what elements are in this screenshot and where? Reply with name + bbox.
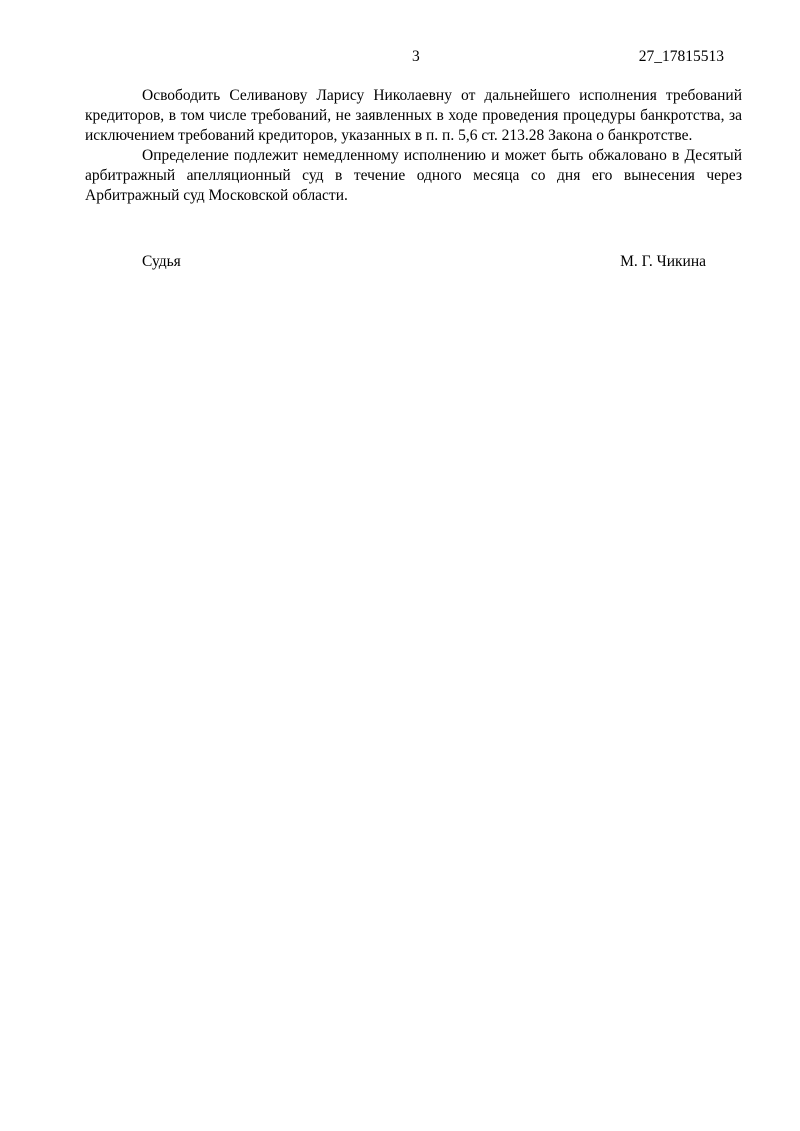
signature-role: Судья — [142, 253, 181, 270]
paragraph-release-from-claims: Освободить Селиванову Ларису Николаевну от дальнейшего исполнения требований кредиторов, в том числе требований, не заявленных в ходе проведения процедуры банкротства, за исключением требований кредиторов, указанных в п. п. 5,6 ст. 213.28 Закона о банкротстве. — [85, 87, 742, 144]
signature-name: М. Г. Чикина — [620, 253, 706, 270]
page-number: 3 — [412, 48, 420, 65]
document-id: 27_17815513 — [638, 48, 724, 65]
paragraph-appeal-notice: Определение подлежит немедленному исполнению и может быть обжаловано в Десятый арбитражный апелляционный суд в течение одного месяца со дня его вынесения через Арбитражный суд Московской области. — [85, 147, 742, 204]
document-body — [85, 86, 742, 206]
